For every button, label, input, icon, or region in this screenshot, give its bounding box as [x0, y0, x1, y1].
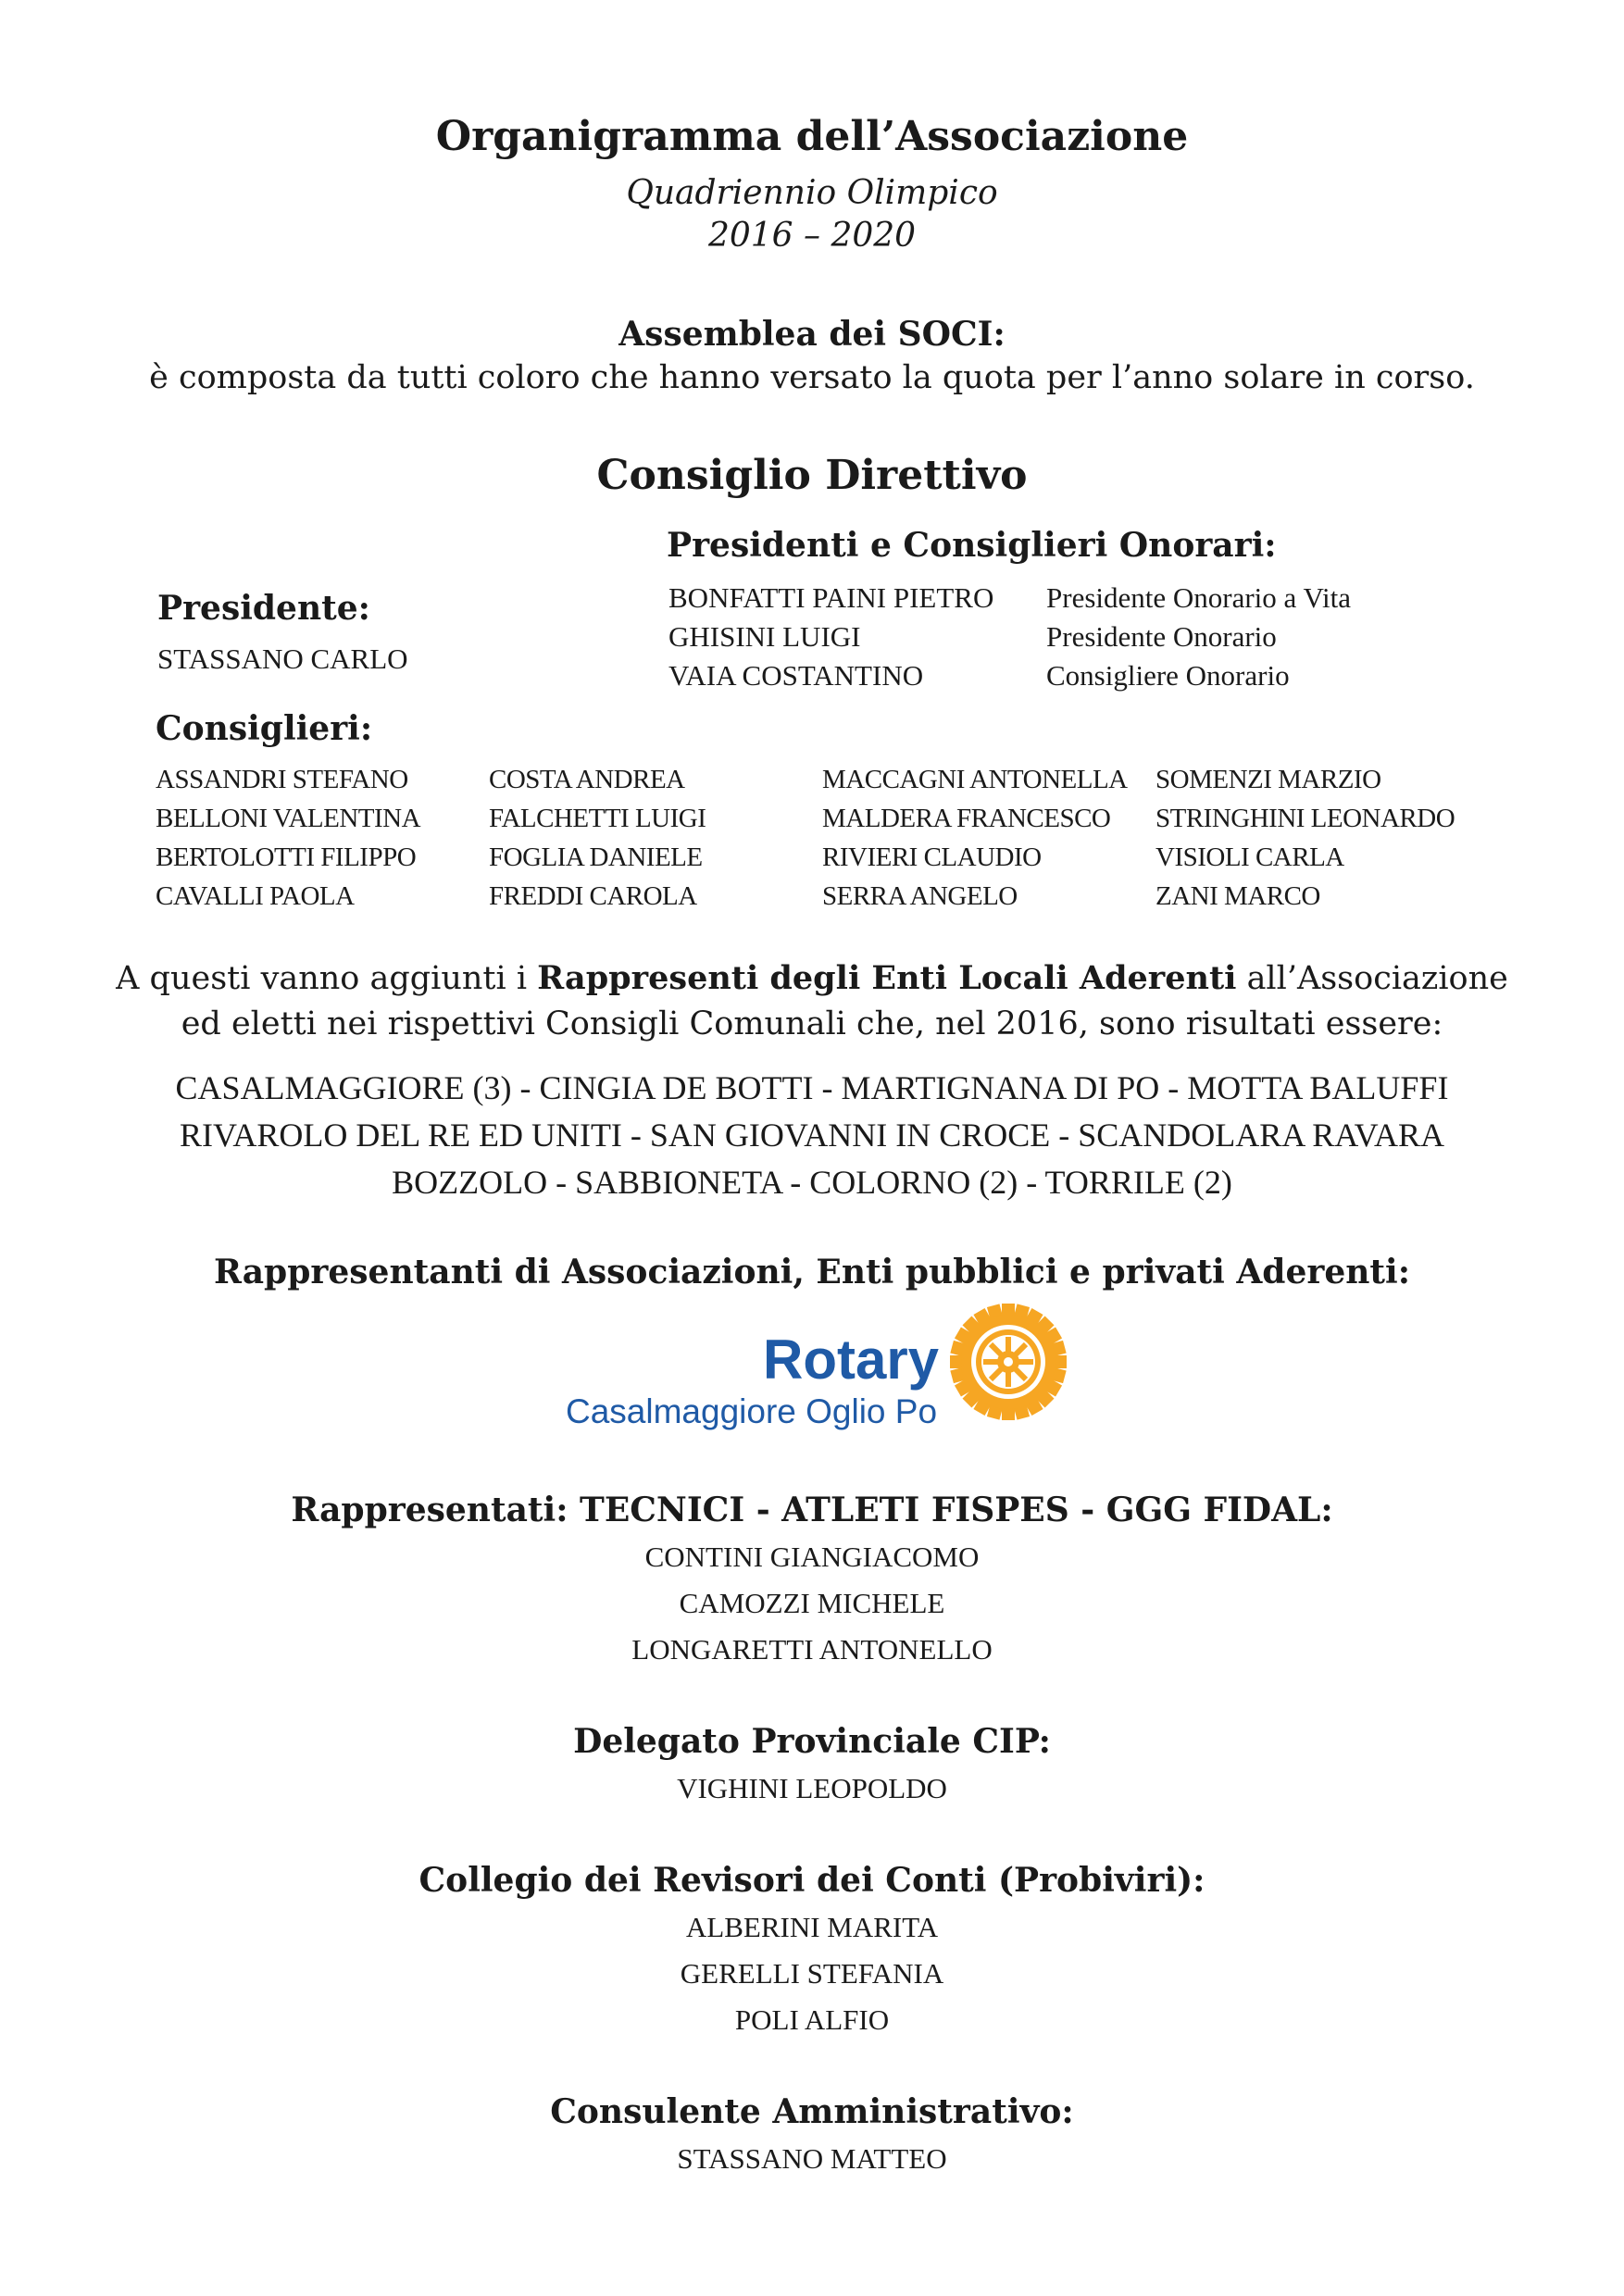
revisori-heading: Collegio dei Revisori dei Conti (Probiviri):	[418, 1861, 1206, 1900]
tecnico-name: CONTINI GIANGIACOMO	[644, 1541, 980, 1573]
rotary-logo-club: Casalmaggiore Oglio Po	[566, 1392, 938, 1430]
cip-name: VIGHINI LEOPOLDO	[677, 1772, 947, 1804]
revisore-name: GERELLI STEFANIA	[680, 1957, 944, 1990]
onorario-row	[668, 581, 1502, 622]
comuni-line: CASALMAGGIORE (3) - CINGIA DE BOTTI - MARTIGNANA DI PO - MOTTA BALUFFI	[175, 1069, 1449, 1106]
consigliere-name: SOMENZI MARZIO	[1156, 765, 1381, 794]
assemblea-text: è composta da tutti coloro che hanno versato la quota per l’anno solare in corso.	[149, 359, 1475, 396]
consiglieri-column	[1156, 760, 1455, 916]
consiglieri-column	[822, 760, 1128, 916]
onorario-role: Presidente Onorario	[1046, 620, 1277, 653]
tecnici-heading: Rappresentati: TECNICI - ATLETI FISPES - GGG FIDAL:	[291, 1491, 1333, 1529]
onorario-row	[668, 620, 1502, 661]
enti-intro-line1	[0, 959, 1624, 997]
onorario-role: Presidente Onorario a Vita	[1046, 581, 1351, 614]
page-subtitle-quadriennio: Quadriennio Olimpico	[626, 174, 998, 212]
presidente-label: Presidente:	[157, 589, 370, 628]
onorari-heading: Presidenti e Consiglieri Onorari:	[667, 526, 1277, 565]
consigliere-name: FALCHETTI LUIGI	[489, 804, 706, 833]
tecnico-name: CAMOZZI MICHELE	[679, 1587, 945, 1619]
tecnico-name: LONGARETTI ANTONELLO	[631, 1633, 993, 1666]
onorario-name: BONFATTI PAINI PIETRO	[668, 581, 994, 614]
consiglio-heading: Consiglio Direttivo	[596, 452, 1028, 499]
rotary-wheel-icon	[948, 1302, 1068, 1422]
consigliere-name: FOGLIA DANIELE	[489, 842, 703, 872]
comuni-list	[0, 1065, 1624, 1206]
consigliere-name: COSTA ANDREA	[489, 765, 685, 794]
page-title: Organigramma dell’Associazione	[435, 113, 1189, 160]
onorario-role: Consigliere Onorario	[1046, 659, 1290, 692]
consiglieri-label: Consiglieri:	[156, 709, 373, 748]
consulente-heading: Consulente Amministrativo:	[550, 2092, 1074, 2131]
consigliere-name: BELLONI VALENTINA	[156, 804, 421, 833]
comuni-line: RIVAROLO DEL RE ED UNITI - SAN GIOVANNI IN CROCE - SCANDOLARA RAVARA	[179, 1117, 1445, 1154]
presidente-name: STASSANO CARLO	[157, 643, 408, 675]
consigliere-name: FREDDI CAROLA	[489, 881, 697, 911]
consigliere-name: ZANI MARCO	[1156, 881, 1320, 911]
consulente-name: STASSANO MATTEO	[677, 2142, 947, 2175]
onorario-name: VAIA COSTANTINO	[668, 659, 924, 692]
cip-heading: Delegato Provinciale CIP:	[573, 1722, 1051, 1761]
enti-intro-post: all’Associazione	[1236, 960, 1508, 997]
consigliere-name: MALDERA FRANCESCO	[822, 804, 1111, 833]
consigliere-name: CAVALLI PAOLA	[156, 881, 355, 911]
enti-intro-bold: Rappresenti degli Enti Locali Aderenti	[537, 959, 1237, 997]
consigliere-name: STRINGHINI LEONARDO	[1156, 804, 1455, 833]
consigliere-name: RIVIERI CLAUDIO	[822, 842, 1042, 872]
consiglieri-column	[489, 760, 706, 916]
consigliere-name: SERRA ANGELO	[822, 881, 1018, 911]
enti-intro-line2: ed eletti nei rispettivi Consigli Comunali che, nel 2016, sono risultati essere:	[181, 1005, 1443, 1042]
page-subtitle-years: 2016 – 2020	[707, 217, 917, 255]
rotary-logo-word: Rotary	[763, 1329, 940, 1391]
onorario-row	[668, 659, 1502, 700]
comuni-line: BOZZOLO - SABBIONETA - COLORNO (2) - TORRILE (2)	[392, 1164, 1232, 1201]
onorario-name: GHISINI LUIGI	[668, 620, 861, 653]
consigliere-name: BERTOLOTTI FILIPPO	[156, 842, 417, 872]
rotary-logo	[565, 1296, 1083, 1435]
associazioni-heading: Rappresentanti di Associazioni, Enti pubblici e privati Aderenti:	[213, 1253, 1411, 1292]
consigliere-name: MACCAGNI ANTONELLA	[822, 765, 1128, 794]
consiglieri-column	[156, 760, 420, 916]
assemblea-heading: Assemblea dei SOCI:	[618, 315, 1006, 354]
revisore-name: POLI ALFIO	[734, 2003, 890, 2036]
enti-intro-pre: A questi vanno aggiunti i	[116, 960, 538, 997]
consigliere-name: VISIOLI CARLA	[1156, 842, 1344, 872]
revisore-name: ALBERINI MARITA	[685, 1911, 939, 1943]
consigliere-name: ASSANDRI STEFANO	[156, 765, 408, 794]
